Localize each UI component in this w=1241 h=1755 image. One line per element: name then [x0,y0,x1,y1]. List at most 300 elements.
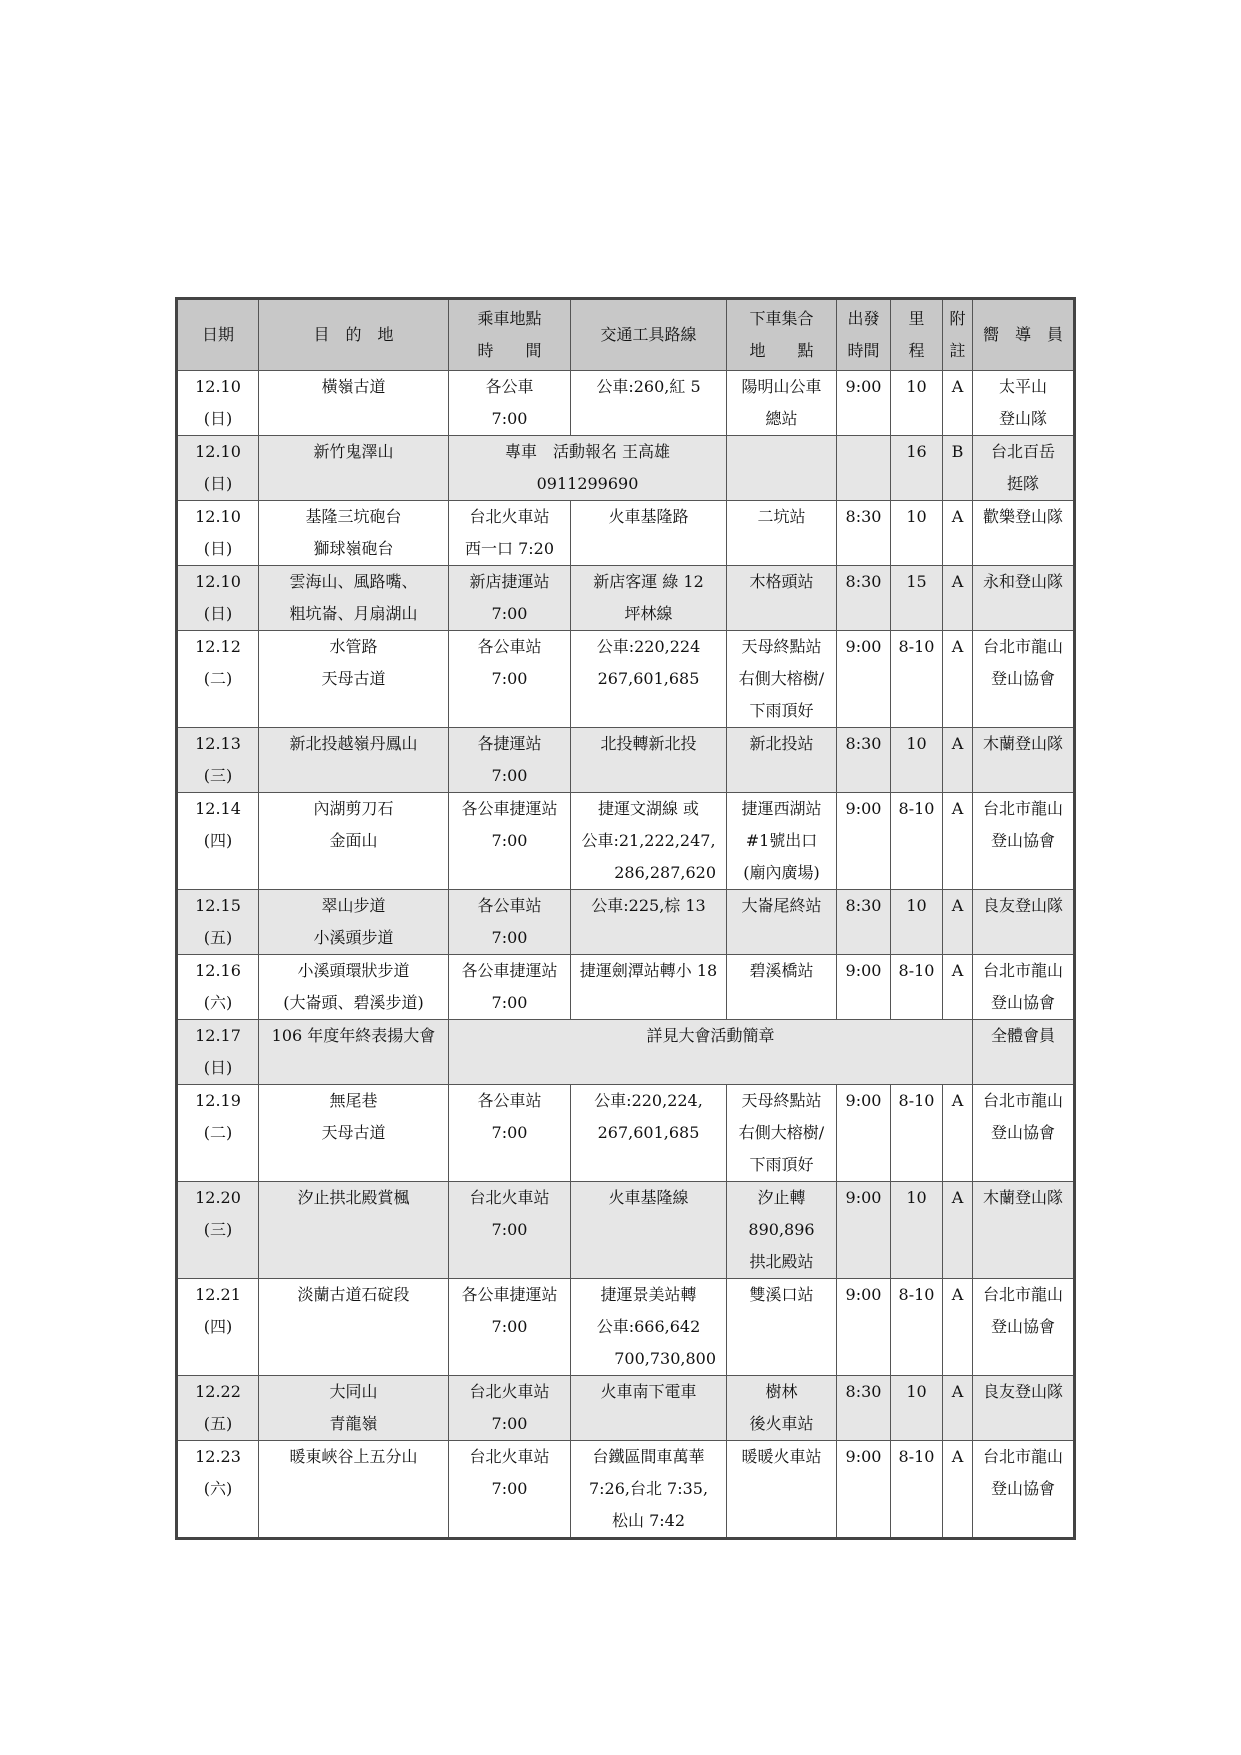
departure-cell [837,436,891,501]
route-cell-line: 捷運文湖線 或 [597,799,700,818]
route-cell-line: 公車:260,紅 5 [596,377,701,396]
boarding-cell [449,728,571,793]
destination-cell-line: 106 年度年終表揚大會 [271,1026,436,1045]
departure-cell: 8:30 [837,890,891,955]
route-cell-line: 公車:666,642 [596,1317,701,1336]
meeting-point-cell-line: 890,896 [748,1220,815,1239]
meeting-point-cell-line: 汐止轉 [757,1188,806,1207]
header-guide: 嚮 導 員 [973,299,1075,371]
meeting-point-cell [727,1376,837,1441]
guide-cell-line: 台北市龍山 [982,637,1063,656]
meeting-point-cell [727,1085,837,1182]
details-merged-cell-line: 詳見大會活動簡章 [646,1026,775,1045]
meeting-point-cell-line: 右側大榕樹/ [738,1123,825,1142]
guide-cell-line: 登山協會 [990,831,1055,850]
distance-cell: 10 [891,890,943,955]
date-cell-line: 12.22 [195,1382,241,1401]
date-cell-line: 12.10 [195,377,241,396]
header-destination: 目 的 地 [259,299,449,371]
guide-cell-line: 木蘭登山隊 [982,734,1063,753]
guide-cell [973,793,1075,890]
destination-cell [259,1085,449,1182]
destination-cell-line: 無尾巷 [329,1091,378,1110]
meeting-point-cell [727,1279,837,1376]
meeting-point-cell [727,728,837,793]
date-cell-line: (日) [203,604,233,623]
distance-cell: 8-10 [891,793,943,890]
note-cell: A [943,728,973,793]
date-cell [177,371,259,436]
route-cell [571,1182,727,1279]
guide-cell-line: 登山協會 [990,669,1055,688]
table-row [177,1020,1075,1085]
departure-cell: 9:00 [837,955,891,1020]
destination-cell-line: 新竹鬼澤山 [313,442,394,461]
route-cell-line: 松山 7:42 [611,1511,686,1530]
boarding-cell-line: 新店捷運站 [469,572,550,591]
distance-cell: 16 [891,436,943,501]
boarding-cell-line: 各公車捷運站 [461,1285,558,1304]
date-cell-line: (日) [203,474,233,493]
header-route: 交通工具路線 [571,299,727,371]
departure-cell: 9:00 [837,371,891,436]
table-row [177,436,1075,501]
destination-cell [259,1020,449,1085]
guide-cell-line: 登山隊 [998,409,1047,428]
departure-cell: 9:00 [837,631,891,728]
distance-cell: 10 [891,728,943,793]
destination-cell-line: 獅球嶺砲台 [313,539,394,558]
meeting-point-cell-line: 雙溪口站 [749,1285,814,1304]
date-cell-line: 12.10 [195,507,241,526]
destination-cell-line: 翠山步道 [321,896,386,915]
boarding-cell-line: 西一口 7:20 [464,539,555,558]
meeting-point-cell-line: 捷運西湖站 [741,799,822,818]
departure-cell: 8:30 [837,501,891,566]
guide-cell-line: 歡樂登山隊 [982,507,1063,526]
date-cell-line: 12.19 [195,1091,241,1110]
date-cell [177,1279,259,1376]
guide-cell-line: 登山協會 [990,1317,1055,1336]
date-cell [177,1020,259,1085]
header-boarding: 乘車地點 時 間 [449,299,571,371]
boarding-cell-line: 各公車站 [477,896,542,915]
boarding-cell [449,793,571,890]
boarding-cell-line: 7:00 [491,831,528,850]
boarding-cell-line: 7:00 [491,993,528,1012]
date-cell [177,728,259,793]
guide-cell-line: 良友登山隊 [982,1382,1063,1401]
date-cell-line: 12.10 [195,572,241,591]
note-cell: A [943,1441,973,1539]
date-cell-line: 12.13 [195,734,241,753]
meeting-point-cell [727,1182,837,1279]
date-cell-line: (六) [203,1479,233,1498]
meeting-point-cell-line: 天母終點站 [741,1091,822,1110]
route-cell-line: 267,601,685 [597,1123,700,1142]
guide-cell-line: 台北百岳 [990,442,1055,461]
guide-cell [973,890,1075,955]
meeting-point-cell-line: 總站 [765,409,798,428]
meeting-point-cell-line: 大崙尾終站 [741,896,822,915]
departure-cell: 9:00 [837,1182,891,1279]
route-cell-line: 700,730,800 [614,1349,716,1368]
boarding-cell [449,631,571,728]
route-cell [571,955,727,1020]
meeting-point-cell [727,631,837,728]
date-cell [177,436,259,501]
destination-cell-line: 新北投越嶺丹鳳山 [289,734,418,753]
date-cell-line: 12.21 [195,1285,241,1304]
meeting-point-cell [727,890,837,955]
distance-cell: 15 [891,566,943,631]
destination-cell [259,1182,449,1279]
route-cell [571,793,727,890]
date-cell-line: (二) [203,669,233,688]
boarding-cell-line: 台北火車站 [469,1188,550,1207]
guide-cell [973,1376,1075,1441]
route-cell [571,631,727,728]
destination-cell [259,890,449,955]
distance-cell: 10 [891,371,943,436]
date-cell-line: (二) [203,1123,233,1142]
meeting-point-cell [727,371,837,436]
meeting-point-cell-line: 右側大榕樹/ [738,669,825,688]
table-row [177,631,1075,728]
destination-cell [259,566,449,631]
date-cell-line: 12.14 [195,799,241,818]
date-cell [177,793,259,890]
date-cell-line: 12.23 [195,1447,241,1466]
route-cell [571,501,727,566]
boarding-cell [449,1182,571,1279]
meeting-point-cell-line: #1號出口 [745,831,818,850]
departure-cell: 8:30 [837,566,891,631]
destination-cell-line: 汐止拱北殿賞楓 [297,1188,410,1207]
guide-cell [973,1020,1075,1085]
note-cell: A [943,890,973,955]
date-cell [177,501,259,566]
guide-cell-line: 台北市龍山 [982,1285,1063,1304]
header-note: 附 註 [943,299,973,371]
guide-cell [973,1441,1075,1539]
destination-cell-line: 淡蘭古道石碇段 [297,1285,410,1304]
date-cell-line: 12.17 [195,1026,241,1045]
table-row [177,890,1075,955]
note-cell: A [943,1182,973,1279]
distance-cell: 8-10 [891,1279,943,1376]
route-cell-line: 捷運景美站轉 [600,1285,697,1304]
destination-cell-line: 橫嶺古道 [321,377,386,396]
meeting-point-cell-line: 下雨頂好 [749,1155,814,1174]
boarding-cell-line: 台北火車站 [469,507,550,526]
meeting-point-cell-line: 木格頭站 [749,572,814,591]
boarding-cell-line: 各公車站 [477,637,542,656]
route-cell-line: 捷運劍潭站轉小 18 [579,961,718,980]
meeting-point-cell-line: 新北投站 [749,734,814,753]
departure-cell: 8:30 [837,1376,891,1441]
boarding-cell [449,1279,571,1376]
guide-cell-line: 永和登山隊 [982,572,1063,591]
date-cell-line: (四) [203,831,233,850]
meeting-point-cell-line: 下雨頂好 [749,701,814,720]
route-cell-line: 台鐵區間車萬華 [592,1447,705,1466]
date-cell-line: 12.12 [195,637,241,656]
header-date: 日期 [177,299,259,371]
boarding-cell-line: 7:00 [491,1479,528,1498]
details-merged-cell [449,1020,973,1085]
guide-cell [973,1085,1075,1182]
date-cell [177,955,259,1020]
boarding-cell-line: 7:00 [491,1123,528,1142]
destination-cell-line: 內湖剪刀石 [313,799,394,818]
destination-cell-line: 基隆三坑砲台 [305,507,402,526]
date-cell [177,1376,259,1441]
boarding-cell [449,890,571,955]
boarding-cell [449,501,571,566]
distance-cell: 8-10 [891,1085,943,1182]
guide-cell [973,371,1075,436]
table-row [177,1182,1075,1279]
meeting-point-cell-line: 二坑站 [757,507,806,526]
departure-cell: 9:00 [837,1441,891,1539]
meeting-point-cell [727,566,837,631]
guide-cell [973,566,1075,631]
date-cell-line: 12.15 [195,896,241,915]
table-row [177,1376,1075,1441]
guide-cell-line: 太平山 [998,377,1047,396]
boarding-cell-line: 7:00 [491,409,528,428]
date-cell-line: (日) [203,539,233,558]
date-cell-line: (五) [203,1414,233,1433]
meeting-point-cell-line: 樹林 [765,1382,798,1401]
meeting-point-cell-line: 陽明山公車 [741,377,822,396]
meeting-point-cell-line: 暖暖火車站 [741,1447,822,1466]
destination-cell [259,631,449,728]
destination-cell-line: 粗坑崙、月扇湖山 [289,604,418,623]
meeting-point-cell-line: 拱北殿站 [749,1252,814,1271]
guide-cell [973,436,1075,501]
route-cell-line: 火車基隆路 [608,507,689,526]
destination-cell-line: 水管路 [329,637,378,656]
guide-cell-line: 登山協會 [990,1123,1055,1142]
note-cell: B [943,436,973,501]
route-cell-line: 公車:220,224, [594,1091,703,1110]
date-cell-line: (三) [203,1220,233,1239]
distance-cell: 8-10 [891,955,943,1020]
route-cell [571,890,727,955]
destination-cell-line: (大崙頭、碧溪步道) [283,993,424,1012]
route-cell-line: 7:26,台北 7:35, [588,1479,709,1498]
table-row [177,1441,1075,1539]
date-cell [177,1182,259,1279]
departure-cell: 9:00 [837,1085,891,1182]
route-cell-line: 新店客運 綠 12 [593,572,704,591]
destination-cell-line: 天母古道 [321,1123,386,1142]
boarding-cell-line: 7:00 [491,928,528,947]
meeting-point-cell-line: (廟內廣場) [743,863,820,882]
date-cell [177,1441,259,1539]
date-cell-line: (六) [203,993,233,1012]
table-row [177,793,1075,890]
distance-cell: 10 [891,1376,943,1441]
date-cell-line: (五) [203,928,233,947]
boarding-cell-line: 台北火車站 [469,1447,550,1466]
boarding-cell-line: 台北火車站 [469,1382,550,1401]
guide-cell [973,1182,1075,1279]
boarding-route-merged-cell-line: 0911299690 [536,474,639,493]
route-cell-line: 286,287,620 [614,863,716,882]
route-cell-line: 火車南下電車 [600,1382,697,1401]
date-cell-line: (三) [203,766,233,785]
note-cell: A [943,631,973,728]
route-cell [571,566,727,631]
date-cell-line: 12.16 [195,961,241,980]
distance-cell: 10 [891,1182,943,1279]
destination-cell [259,371,449,436]
departure-cell: 9:00 [837,1279,891,1376]
date-cell [177,1085,259,1182]
table-row [177,955,1075,1020]
table-row [177,728,1075,793]
boarding-cell [449,1441,571,1539]
date-cell-line: (日) [203,409,233,428]
guide-cell [973,501,1075,566]
boarding-cell-line: 各公車捷運站 [461,961,558,980]
destination-cell-line: 青龍嶺 [329,1414,378,1433]
meeting-point-cell [727,436,837,501]
route-cell [571,371,727,436]
destination-cell-line: 暖東峽谷上五分山 [289,1447,418,1466]
header-meeting-point: 下車集合 地 點 [727,299,837,371]
destination-cell [259,728,449,793]
boarding-route-merged-cell [449,436,727,501]
date-cell [177,566,259,631]
guide-cell-line: 台北市龍山 [982,961,1063,980]
activity-schedule-table [175,297,1076,1540]
meeting-point-cell-line: 天母終點站 [741,637,822,656]
date-cell-line: 12.10 [195,442,241,461]
boarding-cell-line: 7:00 [491,1317,528,1336]
boarding-cell-line: 7:00 [491,1414,528,1433]
route-cell-line: 公車:21,222,247, [581,831,716,850]
note-cell: A [943,793,973,890]
boarding-cell-line: 7:00 [491,766,528,785]
boarding-cell-line: 各公車 [485,377,534,396]
meeting-point-cell-line: 後火車站 [749,1414,814,1433]
table-row [177,1279,1075,1376]
note-cell: A [943,566,973,631]
destination-cell [259,501,449,566]
destination-cell-line: 金面山 [329,831,378,850]
meeting-point-cell [727,1441,837,1539]
guide-cell [973,955,1075,1020]
boarding-cell-line: 各捷運站 [477,734,542,753]
table-row [177,371,1075,436]
guide-cell-line: 登山協會 [990,1479,1055,1498]
header-row [177,299,1075,371]
table-row [177,1085,1075,1182]
date-cell [177,890,259,955]
distance-cell: 8-10 [891,631,943,728]
route-cell-line: 火車基隆線 [608,1188,689,1207]
destination-cell [259,1441,449,1539]
meeting-point-cell-line: 碧溪橋站 [749,961,814,980]
route-cell [571,1376,727,1441]
departure-cell: 8:30 [837,728,891,793]
guide-cell-line: 台北市龍山 [982,1091,1063,1110]
distance-cell: 10 [891,501,943,566]
meeting-point-cell [727,955,837,1020]
guide-cell-line: 登山協會 [990,993,1055,1012]
guide-cell [973,728,1075,793]
guide-cell-line: 台北市龍山 [982,1447,1063,1466]
destination-cell-line: 大同山 [329,1382,378,1401]
note-cell: A [943,1085,973,1182]
boarding-cell [449,955,571,1020]
destination-cell [259,955,449,1020]
destination-cell-line: 雲海山、風路嘴、 [289,572,418,591]
table-row [177,566,1075,631]
route-cell [571,728,727,793]
header-distance: 里 程 [891,299,943,371]
destination-cell-line: 小溪頭環狀步道 [297,961,410,980]
note-cell: A [943,1376,973,1441]
boarding-cell-line: 7:00 [491,669,528,688]
destination-cell [259,1279,449,1376]
date-cell-line: (四) [203,1317,233,1336]
route-cell [571,1279,727,1376]
departure-cell: 9:00 [837,793,891,890]
boarding-cell-line: 各公車捷運站 [461,799,558,818]
boarding-cell-line: 7:00 [491,604,528,623]
distance-cell: 8-10 [891,1441,943,1539]
route-cell-line: 北投轉新北投 [600,734,697,753]
route-cell [571,1441,727,1539]
destination-cell [259,1376,449,1441]
boarding-cell-line: 各公車站 [477,1091,542,1110]
note-cell: A [943,371,973,436]
guide-cell [973,1279,1075,1376]
guide-cell-line: 挺隊 [1006,474,1039,493]
guide-cell [973,631,1075,728]
destination-cell [259,793,449,890]
boarding-route-merged-cell-line: 專車 活動報名 王高雄 [504,442,671,461]
boarding-cell [449,371,571,436]
route-cell-line: 公車:220,224 [596,637,701,656]
date-cell-line: (日) [203,1058,233,1077]
table-row [177,501,1075,566]
route-cell-line: 公車:225,棕 13 [591,896,706,915]
boarding-cell [449,1376,571,1441]
route-cell-line: 坪林線 [624,604,673,623]
destination-cell [259,436,449,501]
note-cell: A [943,955,973,1020]
header-departure: 出發 時間 [837,299,891,371]
route-cell-line: 267,601,685 [597,669,700,688]
date-cell-line: 12.20 [195,1188,241,1207]
destination-cell-line: 小溪頭步道 [313,928,394,947]
meeting-point-cell [727,793,837,890]
note-cell: A [943,1279,973,1376]
boarding-cell [449,566,571,631]
guide-cell-line: 良友登山隊 [982,896,1063,915]
guide-cell-line: 全體會員 [990,1026,1055,1045]
destination-cell-line: 天母古道 [321,669,386,688]
route-cell [571,1085,727,1182]
boarding-cell [449,1085,571,1182]
guide-cell-line: 台北市龍山 [982,799,1063,818]
